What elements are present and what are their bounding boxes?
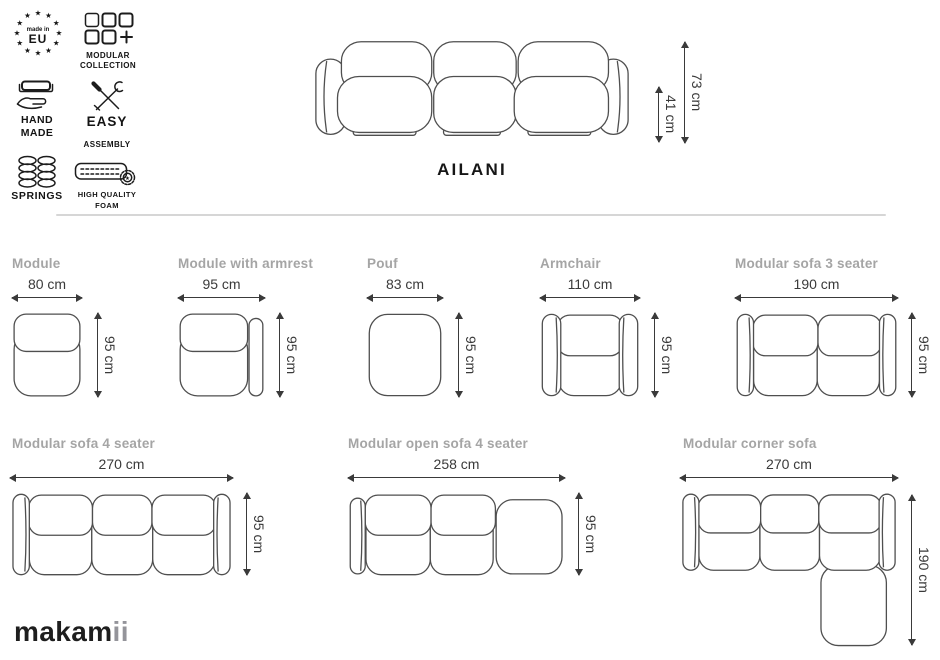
width-dimension — [540, 276, 640, 298]
width-dimension — [10, 456, 233, 478]
height-dimension — [578, 493, 599, 575]
badge-line: MADE — [20, 126, 54, 139]
pouf-drawing — [367, 312, 443, 398]
dimension-label: 83 cm — [385, 276, 425, 292]
height-dimension — [458, 313, 479, 397]
svg-text:★: ★ — [34, 48, 42, 58]
badge-springs — [6, 190, 68, 204]
svg-text:★: ★ — [125, 176, 130, 182]
svg-text:EU: EU — [28, 32, 48, 46]
svg-text:★: ★ — [52, 38, 60, 48]
hero-total-height-dimension — [684, 42, 705, 143]
width-dimension — [680, 456, 898, 478]
modular-grid-icon — [84, 12, 136, 48]
dimension-label: 95 cm — [659, 335, 675, 375]
variant-name: Pouf — [367, 256, 398, 271]
dimension-label: 95 cm — [583, 514, 599, 554]
variant-name: Modular corner sofa — [683, 436, 817, 451]
sofa-3-seater-drawing — [735, 312, 898, 398]
width-dimension — [735, 276, 898, 298]
badge-line: MODULAR — [86, 51, 130, 60]
variant-name: Module with armrest — [178, 256, 314, 271]
dimension-label: 270 cm — [98, 456, 145, 472]
dimension-label: 95 cm — [102, 335, 118, 375]
dimension-label: 73 cm — [689, 73, 705, 112]
module-with-armrest-drawing — [178, 312, 265, 398]
dimension-label: 95 cm — [463, 335, 479, 375]
hero-sofa-drawing — [310, 36, 634, 144]
open-sofa-4-seater-drawing — [348, 492, 565, 577]
hand-sofa-icon — [13, 80, 59, 113]
corner-sofa-drawing — [680, 492, 898, 647]
svg-text:★: ★ — [55, 28, 63, 38]
badge-line: HIGH QUALITY — [77, 190, 137, 199]
svg-text:★: ★ — [16, 18, 24, 28]
brand-logo-main: makam — [14, 616, 113, 647]
height-dimension — [911, 495, 932, 645]
module-drawing — [12, 312, 82, 398]
dimension-label: 95 cm — [202, 276, 241, 292]
svg-text:★: ★ — [45, 11, 52, 21]
dimension-label: 270 cm — [766, 456, 812, 472]
armchair-drawing — [540, 312, 640, 398]
variant-name: Module — [12, 256, 61, 271]
variant-name: Modular sofa 3 seater — [735, 256, 878, 271]
badge-high-quality-foam — [68, 189, 146, 212]
width-dimension — [367, 276, 443, 298]
variant-name: Modular sofa 4 seater — [12, 436, 155, 451]
dimension-label: 41 cm — [663, 95, 679, 134]
badge-line: HAND — [21, 114, 53, 126]
height-dimension — [654, 313, 675, 397]
badge-modular-collection — [70, 51, 146, 72]
dimension-label: 190 cm — [793, 276, 840, 292]
badge-line: ASSEMBLY — [83, 139, 131, 149]
width-dimension — [178, 276, 265, 298]
product-title: AILANI — [437, 160, 507, 179]
badge-line: COLLECTION — [80, 61, 136, 71]
svg-text:★: ★ — [45, 45, 52, 55]
width-dimension — [12, 276, 82, 298]
variant-name: Modular open sofa 4 seater — [348, 436, 528, 451]
badge-line: FOAM — [95, 201, 119, 211]
width-dimension — [348, 456, 565, 478]
variant-name: Armchair — [540, 256, 601, 271]
badge-hand-made — [8, 114, 66, 139]
tools-icon — [89, 79, 126, 112]
brand-logo — [14, 616, 129, 648]
badge-easy-assembly — [76, 112, 138, 154]
dimension-label: 80 cm — [27, 276, 67, 292]
svg-text:★: ★ — [24, 11, 31, 21]
height-dimension — [279, 313, 300, 397]
badge-line: EASY — [86, 114, 128, 129]
svg-text:★: ★ — [13, 28, 21, 38]
svg-text:★: ★ — [52, 18, 60, 28]
sofa-4-seater-drawing — [10, 492, 233, 577]
height-dimension — [97, 313, 118, 397]
dimension-label: 95 cm — [284, 335, 300, 375]
svg-text:made in: made in — [26, 27, 50, 33]
dimension-label: 110 cm — [567, 276, 613, 292]
dimension-label: 258 cm — [433, 456, 480, 472]
height-dimension — [246, 493, 267, 575]
brand-logo-accent: ii — [112, 616, 129, 647]
foam-medal-icon — [74, 156, 138, 188]
badge-line: SPRINGS — [11, 190, 63, 202]
springs-icon — [16, 155, 58, 188]
svg-text:★: ★ — [34, 8, 42, 18]
dimension-label: 190 cm — [916, 547, 932, 593]
dimension-label: 95 cm — [251, 514, 267, 554]
svg-text:★: ★ — [24, 45, 31, 55]
section-divider — [56, 214, 886, 216]
hero-seat-height-dimension — [658, 87, 679, 142]
dimension-label: 95 cm — [916, 335, 932, 375]
svg-text:★: ★ — [16, 38, 24, 48]
eu-stars-icon — [10, 7, 66, 61]
height-dimension — [911, 313, 932, 397]
